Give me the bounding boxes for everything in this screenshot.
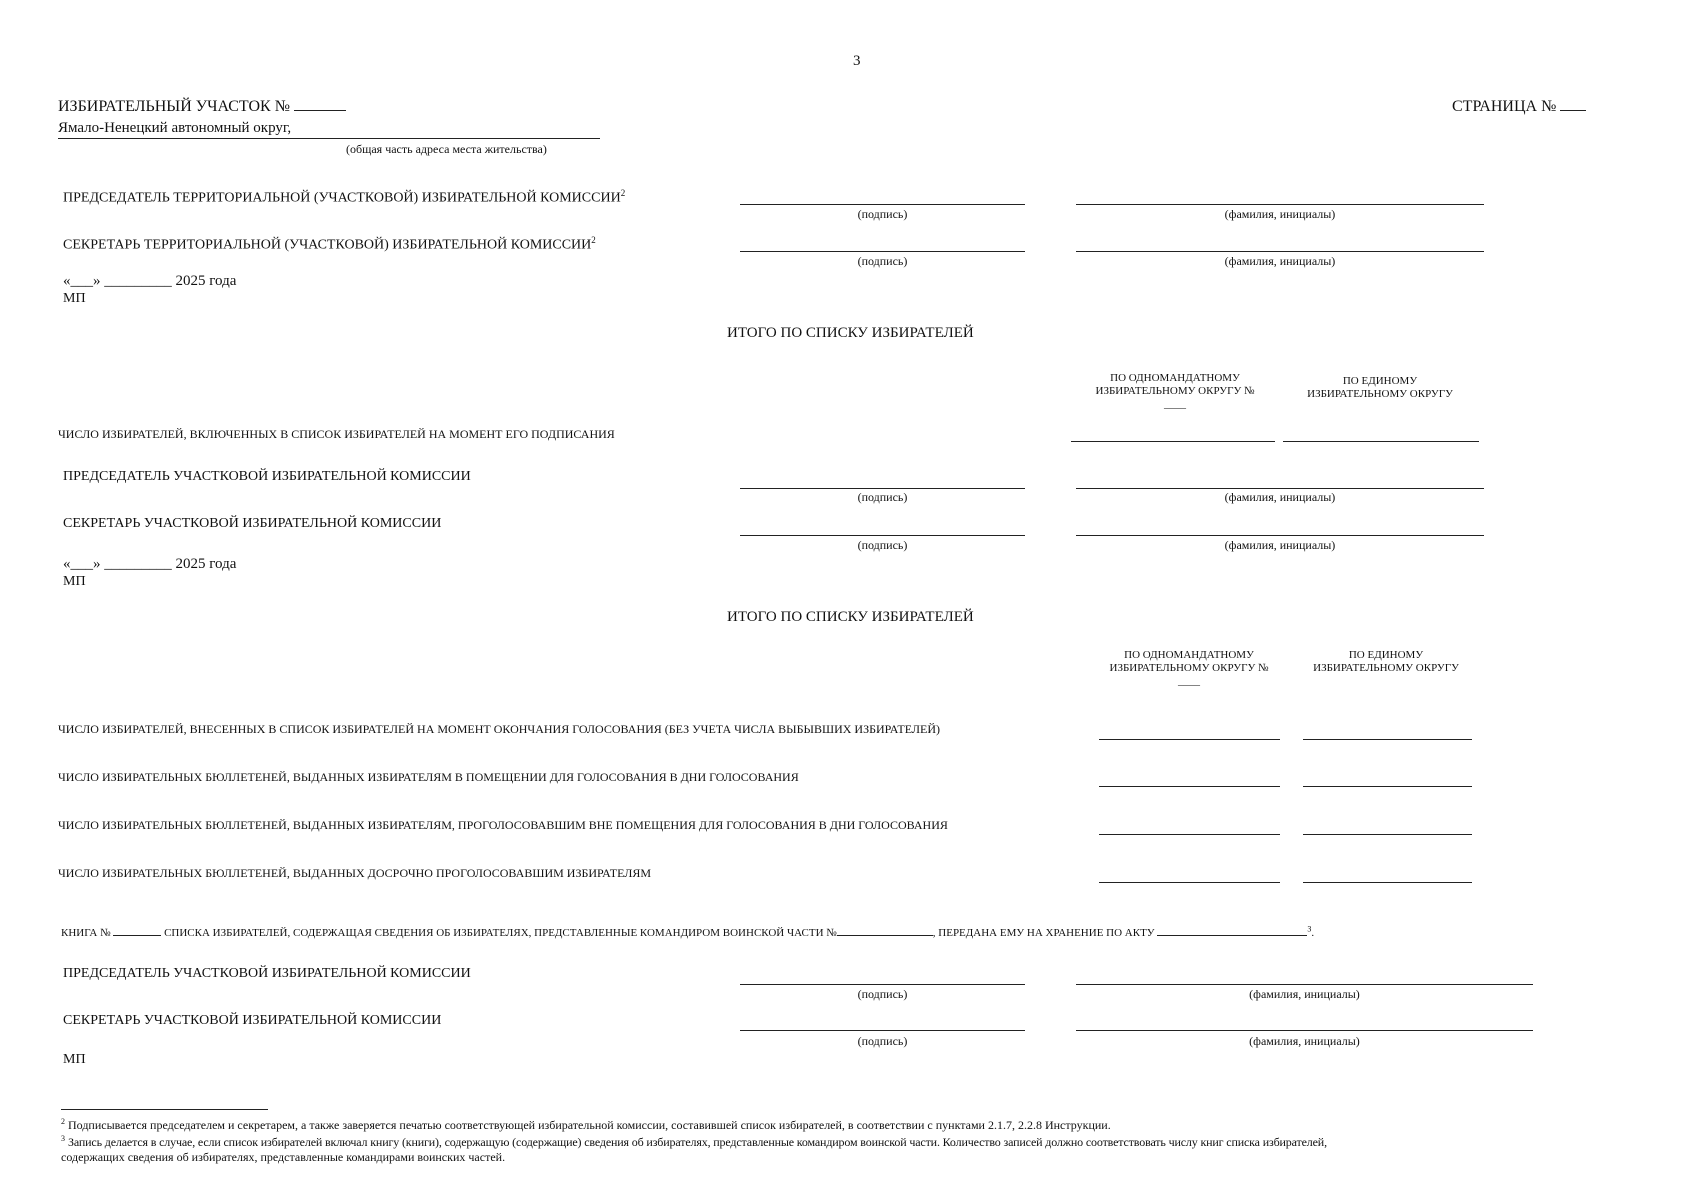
page-label — [1452, 96, 1586, 116]
footnote-2: $^2$ Подписывается председателем и секретарем, а также заверяется печатью соответствующей избирательной комиссии, составившей список избирателей, в соответствии с пунктами 2.1.7, 2.2.8 Инструкции. — [61, 1117, 1111, 1132]
section-2-col-single-district: ПО ЕДИНОМУ ИЗБИРАТЕЛЬНОМУ ОКРУГУ — [1313, 649, 1459, 674]
address-caption: (общая часть адреса места жительства) — [346, 142, 547, 156]
section-2-row-2-field-2[interactable] — [1303, 786, 1472, 787]
name-caption: (фамилия, инициалы) — [1249, 1034, 1360, 1048]
signature-caption: (подпись) — [857, 987, 908, 1001]
section-2-row-2: ЧИСЛО ИЗБИРАТЕЛЬНЫХ БЮЛЛЕТЕНЕЙ, ВЫДАННЫХ ИЗБИРАТЕЛЯМ В ПОМЕЩЕНИИ ДЛЯ ГОЛОСОВАНИЯ В ДНИ ГОЛОСОВАНИЯ — [58, 770, 799, 784]
address-line[interactable] — [58, 138, 600, 139]
section-2-row-4-field-1[interactable] — [1099, 882, 1280, 883]
act-field[interactable] — [1157, 924, 1307, 936]
chairman-precinct-name-line-2[interactable] — [1076, 984, 1533, 985]
address-prefix: Ямало-Ненецкий автономный округ, — [58, 120, 292, 136]
section-2-row-1-field-2[interactable] — [1303, 739, 1472, 740]
chairman-territorial-signature-line[interactable] — [740, 204, 1025, 205]
footnote-separator — [61, 1109, 268, 1110]
name-caption: (фамилия, инициалы) — [1224, 538, 1336, 552]
footnote-3-continued: содержащих сведения об избирателях, представленные командирами воинских частей. — [61, 1150, 506, 1164]
section-2-row-3-field-2[interactable] — [1303, 834, 1472, 835]
secretary-precinct-name-line[interactable] — [1076, 535, 1484, 536]
book-number-field[interactable] — [113, 924, 161, 936]
date-line-1[interactable]: «___» _________ 2025 года — [63, 273, 237, 289]
section-1-row-1: ЧИСЛО ИЗБИРАТЕЛЕЙ, ВКЛЮЧЕННЫХ В СПИСОК ИЗБИРАТЕЛЕЙ НА МОМЕНТ ЕГО ПОДПИСАНИЯ — [58, 427, 615, 441]
secretary-territorial-label: СЕКРЕТАРЬ ТЕРРИТОРИАЛЬНОЙ (УЧАСТКОВОЙ) ИЗБИРАТЕЛЬНОЙ КОМИССИИ$^2$ — [63, 235, 596, 253]
secretary-precinct-signature-line[interactable] — [740, 535, 1025, 536]
page-number: 3 — [853, 53, 861, 69]
secretary-territorial-name-line[interactable] — [1076, 251, 1484, 252]
book-record-line: КНИГА № СПИСКА ИЗБИРАТЕЛЕЙ, СОДЕРЖАЩАЯ СВЕДЕНИЯ ОБ ИЗБИРАТЕЛЯХ, ПРЕДСТАВЛЕННЫЕ КОМАНДИРОМ ВОИНСКОЙ ЧАСТИ № , ПЕРЕДАНА ЕМУ НА ХРАНЕНИЕ ПО АКТУ $^3$. — [61, 924, 1315, 939]
page-number-field[interactable] — [1560, 96, 1586, 111]
stamp-mark-2: МП — [63, 574, 86, 589]
secretary-precinct-signature-line-2[interactable] — [740, 1030, 1025, 1031]
chairman-precinct-signature-line[interactable] — [740, 488, 1025, 489]
precinct-number-field[interactable] — [294, 96, 346, 111]
secretary-precinct-label-2: СЕКРЕТАРЬ УЧАСТКОВОЙ ИЗБИРАТЕЛЬНОЙ КОМИССИИ — [63, 1013, 442, 1028]
name-caption: (фамилия, инициалы) — [1224, 490, 1336, 504]
chairman-precinct-name-line[interactable] — [1076, 488, 1484, 489]
date-line-2[interactable]: «___» _________ 2025 года — [63, 556, 237, 572]
name-caption: (фамилия, инициалы) — [1224, 254, 1336, 268]
signature-caption: (подпись) — [857, 490, 908, 504]
section-2-row-3-field-1[interactable] — [1099, 834, 1280, 835]
name-caption: (фамилия, инициалы) — [1224, 207, 1336, 221]
section-1-col-single-mandate: ПО ОДНОМАНДАТНОМУ ИЗБИРАТЕЛЬНОМУ ОКРУГУ № ____ — [1095, 372, 1255, 410]
section-2-row-1-field-1[interactable] — [1099, 739, 1280, 740]
secretary-precinct-name-line-2[interactable] — [1076, 1030, 1533, 1031]
name-caption: (фамилия, инициалы) — [1249, 987, 1360, 1001]
signature-caption: (подпись) — [857, 538, 908, 552]
chairman-precinct-label-2: ПРЕДСЕДАТЕЛЬ УЧАСТКОВОЙ ИЗБИРАТЕЛЬНОЙ КОМИССИИ — [63, 966, 471, 981]
signature-caption: (подпись) — [857, 1034, 908, 1048]
signature-caption: (подпись) — [857, 254, 908, 268]
section-2-row-4: ЧИСЛО ИЗБИРАТЕЛЬНЫХ БЮЛЛЕТЕНЕЙ, ВЫДАННЫХ ДОСРОЧНО ПРОГОЛОСОВАВШИМ ИЗБИРАТЕЛЯМ — [58, 866, 652, 880]
precinct-label — [58, 96, 346, 116]
section-1-row-1-field-2[interactable] — [1283, 441, 1479, 442]
secretary-precinct-label: СЕКРЕТАРЬ УЧАСТКОВОЙ ИЗБИРАТЕЛЬНОЙ КОМИССИИ — [63, 516, 442, 531]
section-1-title: ИТОГО ПО СПИСКУ ИЗБИРАТЕЛЕЙ — [727, 325, 974, 341]
section-2-row-4-field-2[interactable] — [1303, 882, 1472, 883]
section-2-row-2-field-1[interactable] — [1099, 786, 1280, 787]
stamp-mark-1: МП — [63, 291, 86, 306]
section-2-row-1: ЧИСЛО ИЗБИРАТЕЛЕЙ, ВНЕСЕННЫХ В СПИСОК ИЗБИРАТЕЛЕЙ НА МОМЕНТ ОКОНЧАНИЯ ГОЛОСОВАНИЯ (БЕЗ УЧЕТА ЧИСЛА ВЫБЫВШИХ ИЗБИРАТЕЛЕЙ) — [58, 722, 941, 736]
section-1-col-single-district: ПО ЕДИНОМУ ИЗБИРАТЕЛЬНОМУ ОКРУГУ — [1307, 375, 1453, 400]
secretary-territorial-signature-line[interactable] — [740, 251, 1025, 252]
section-2-title: ИТОГО ПО СПИСКУ ИЗБИРАТЕЛЕЙ — [727, 609, 974, 625]
stamp-mark-3: МП — [63, 1052, 86, 1067]
chairman-precinct-label: ПРЕДСЕДАТЕЛЬ УЧАСТКОВОЙ ИЗБИРАТЕЛЬНОЙ КОМИССИИ — [63, 469, 471, 484]
section-2-row-3: ЧИСЛО ИЗБИРАТЕЛЬНЫХ БЮЛЛЕТЕНЕЙ, ВЫДАННЫХ ИЗБИРАТЕЛЯМ, ПРОГОЛОСОВАВШИМ ВНЕ ПОМЕЩЕНИЯ ДЛЯ ГОЛОСОВАНИЯ В ДНИ ГОЛОСОВАНИЯ — [58, 818, 948, 832]
chairman-territorial-name-line[interactable] — [1076, 204, 1484, 205]
section-1-row-1-field-1[interactable] — [1071, 441, 1275, 442]
precinct-label-text: ИЗБИРАТЕЛЬНЫЙ УЧАСТОК № — [58, 98, 290, 115]
footnote-3: $^3$ Запись делается в случае, если список избирателей включал книгу (книги), содержащую (содержащие) сведения об избирателях, представленные командиром воинской части. Количество записей должно соответствовать числу книг списка избирателей, — [61, 1134, 1327, 1149]
military-unit-field[interactable] — [837, 924, 933, 936]
section-2-col-single-mandate: ПО ОДНОМАНДАТНОМУ ИЗБИРАТЕЛЬНОМУ ОКРУГУ № ____ — [1109, 649, 1269, 687]
chairman-territorial-label: ПРЕДСЕДАТЕЛЬ ТЕРРИТОРИАЛЬНОЙ (УЧАСТКОВОЙ) ИЗБИРАТЕЛЬНОЙ КОМИССИИ$^2$ — [63, 188, 626, 206]
page-label-text: СТРАНИЦА № — [1452, 98, 1557, 115]
signature-caption: (подпись) — [857, 207, 908, 221]
chairman-precinct-signature-line-2[interactable] — [740, 984, 1025, 985]
